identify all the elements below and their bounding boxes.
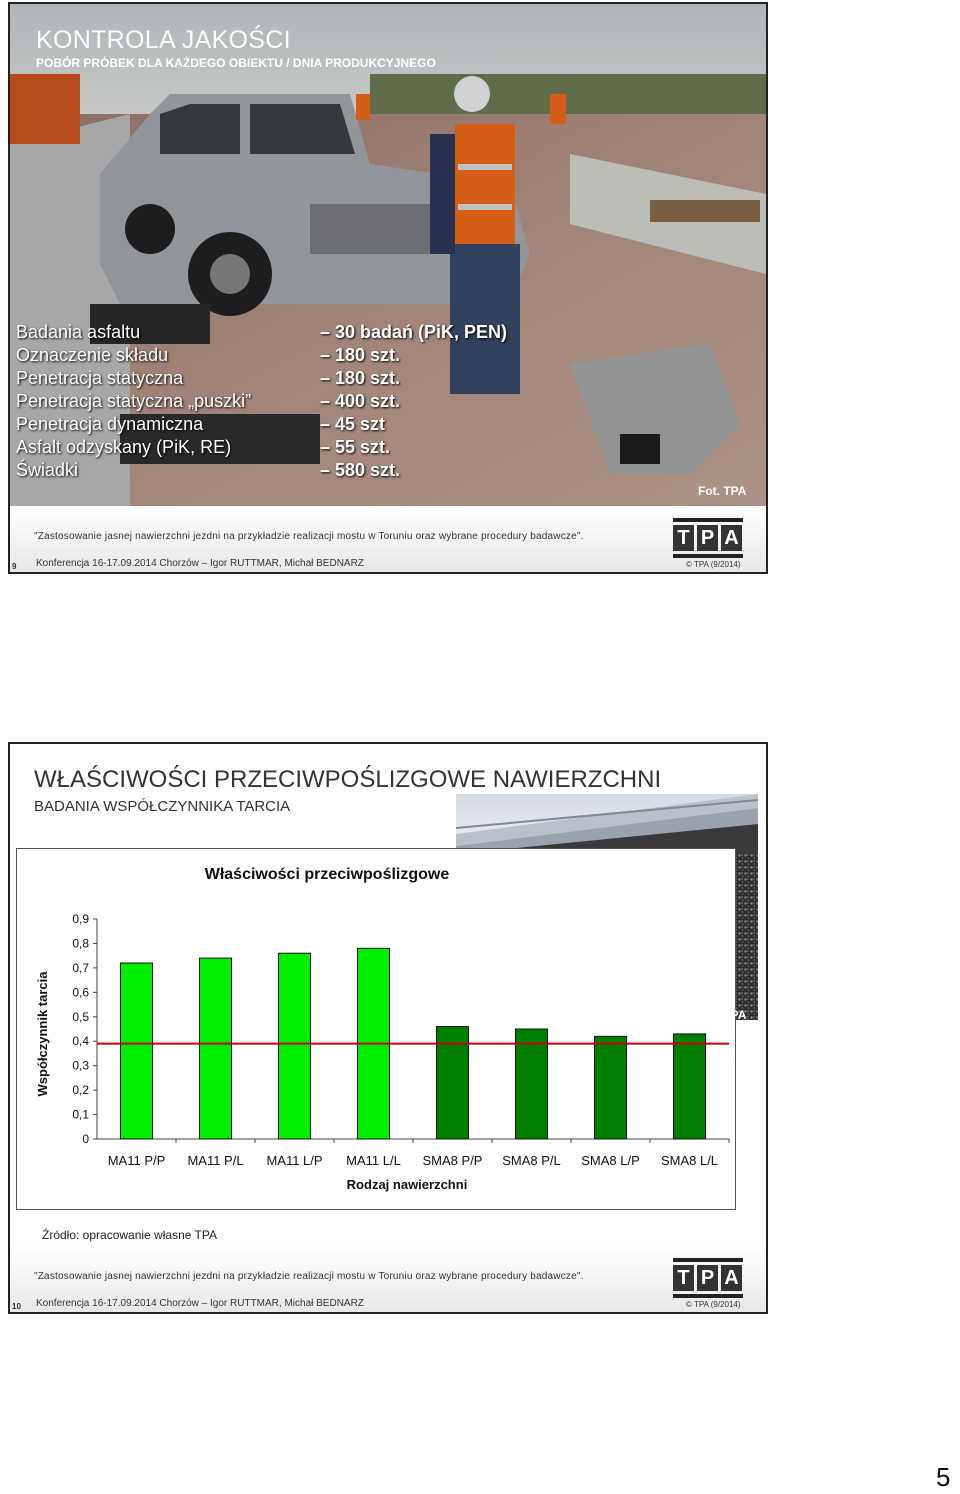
y-axis-label: Współczynnik tarcia bbox=[35, 971, 50, 1097]
y-tick-label: 0,2 bbox=[72, 1083, 89, 1098]
slide-footer bbox=[10, 1246, 766, 1312]
bar bbox=[674, 1034, 706, 1139]
y-tick-label: 0 bbox=[82, 1132, 89, 1146]
test-count: – 400 szt. bbox=[320, 391, 401, 411]
y-tick-label: 0,9 bbox=[72, 912, 89, 926]
logo-letter: P bbox=[697, 1265, 718, 1291]
footer-quote: "Zastosowanie jasnej nawierzchni jezdni na przykładzie realizacji mostu w Toruniu oraz wybrane procedury badawcze". bbox=[34, 531, 584, 542]
logo-bar-bottom bbox=[673, 554, 743, 558]
test-count: – 45 szt bbox=[320, 414, 386, 434]
slide-footer bbox=[10, 506, 766, 572]
slide-title: KONTROLA JAKOŚCI bbox=[36, 26, 291, 54]
test-count: – 55 szt. bbox=[320, 437, 391, 457]
slide-skid-resistance bbox=[8, 742, 768, 1314]
test-label: Badania asfaltu bbox=[16, 322, 141, 342]
logo-letter: T bbox=[673, 525, 694, 551]
slide-number: 10 bbox=[12, 1302, 21, 1311]
logo-letter: P bbox=[697, 525, 718, 551]
chart-title: Właściwości przeciwpoślizgowe bbox=[204, 866, 450, 883]
bar bbox=[200, 958, 232, 1139]
bar bbox=[279, 953, 311, 1139]
test-label: Penetracja dynamiczna bbox=[16, 414, 204, 434]
test-count: – 180 szt. bbox=[320, 345, 401, 365]
y-tick-label: 0,6 bbox=[72, 985, 89, 1000]
test-count: – 180 szt. bbox=[320, 368, 401, 388]
x-tick-label: MA11 L/P bbox=[266, 1153, 323, 1168]
site-photo bbox=[10, 4, 766, 506]
slide-subtitle: BADANIA WSPÓŁCZYNNIKA TARCIA bbox=[34, 798, 291, 815]
test-label: Penetracja statyczna bbox=[16, 368, 184, 388]
y-tick-label: 0,8 bbox=[72, 936, 89, 951]
tpa-logo bbox=[673, 518, 743, 558]
y-tick-label: 0,3 bbox=[72, 1058, 89, 1073]
footer-copyright: © TPA (9/2014) bbox=[686, 1300, 741, 1309]
bar bbox=[516, 1029, 548, 1139]
x-tick-label: SMA8 P/L bbox=[502, 1153, 561, 1168]
x-tick-label: MA11 P/P bbox=[107, 1153, 166, 1168]
footer-quote: "Zastosowanie jasnej nawierzchni jezdni na przykładzie realizacji mostu w Toruniu oraz wybrane procedury badawcze". bbox=[34, 1271, 584, 1282]
x-tick-label: MA11 P/L bbox=[187, 1153, 244, 1168]
test-label: Penetracja statyczna „puszki” bbox=[16, 391, 252, 411]
bar bbox=[121, 963, 153, 1139]
y-tick-label: 0,5 bbox=[72, 1009, 89, 1024]
test-label: Asfalt odzyskany (PiK, RE) bbox=[16, 437, 232, 457]
bar bbox=[595, 1036, 627, 1139]
test-count: – 580 szt. bbox=[320, 460, 401, 480]
y-tick-label: 0,4 bbox=[72, 1034, 89, 1049]
logo-letter: A bbox=[721, 525, 742, 551]
friction-chart bbox=[16, 848, 736, 1210]
y-tick-label: 0,1 bbox=[72, 1107, 89, 1122]
logo-letter: A bbox=[721, 1265, 742, 1291]
slide-subtitle: POBÓR PRÓBEK DLA KAŻDEGO OBIEKTU / DNIA PRODUKCYJNEGO bbox=[36, 56, 436, 70]
test-label: Oznaczenie składu bbox=[16, 345, 169, 365]
x-tick-label: SMA8 L/P bbox=[581, 1153, 640, 1168]
test-label: Świadki bbox=[16, 460, 79, 480]
x-tick-label: SMA8 L/L bbox=[660, 1153, 719, 1168]
chart-marks bbox=[72, 912, 729, 1168]
test-count: – 30 badań (PiK, PEN) bbox=[320, 322, 508, 342]
bar-chart bbox=[17, 849, 735, 1209]
x-axis-label: Rodzaj nawierzchni bbox=[346, 1177, 468, 1192]
photo-credit: Fot. TPA bbox=[698, 1008, 747, 1022]
footer-conference: Konferencja 16-17.09.2014 Chorzów – Igor RUTTMAR, Michał BEDNARZ bbox=[36, 1298, 364, 1309]
x-tick-label: MA11 L/L bbox=[346, 1153, 401, 1168]
logo-bar-top bbox=[673, 518, 743, 522]
logo-bar-top bbox=[673, 1258, 743, 1262]
slide-title: WŁAŚCIWOŚCI PRZECIWPOŚLIZGOWE NAWIERZCHNI bbox=[34, 766, 662, 793]
x-tick-label: SMA8 P/P bbox=[422, 1153, 483, 1168]
logo-letter: T bbox=[673, 1265, 694, 1291]
page-number: 5 bbox=[936, 1462, 951, 1492]
slide-number: 9 bbox=[12, 562, 17, 571]
logo-bar-bottom bbox=[673, 1294, 743, 1298]
footer-conference: Konferencja 16-17.09.2014 Chorzów – Igor RUTTMAR, Michał BEDNARZ bbox=[36, 558, 364, 569]
source-note: Źródło: opracowanie własne TPA bbox=[42, 1228, 217, 1242]
slide-quality-control bbox=[8, 2, 768, 574]
photo-credit: Fot. TPA bbox=[698, 484, 747, 498]
footer-copyright: © TPA (9/2014) bbox=[686, 560, 741, 569]
y-tick-label: 0,7 bbox=[72, 960, 89, 975]
tpa-logo bbox=[673, 1258, 743, 1298]
